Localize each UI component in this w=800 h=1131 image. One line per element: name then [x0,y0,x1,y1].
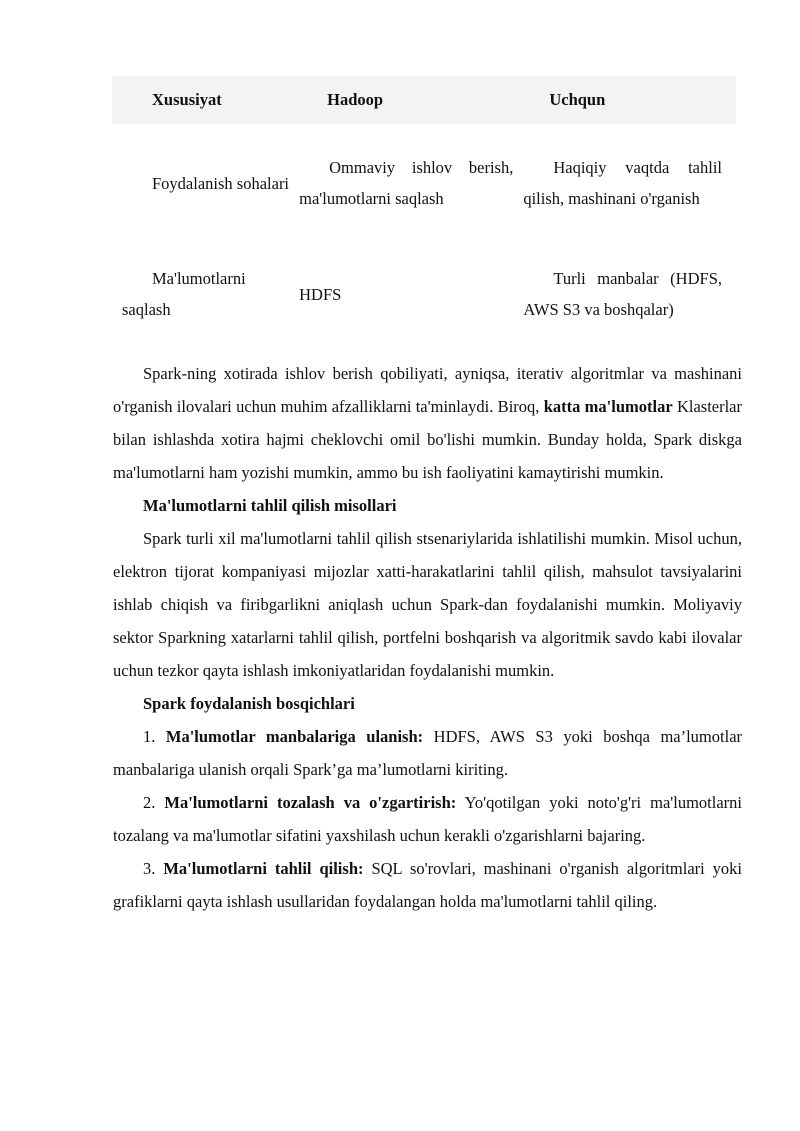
list-item [113,720,742,786]
list-number: 1. [143,727,156,746]
table-cell: Ommaviy ishlov berish, ma'lumotlarni saqlash [299,158,514,208]
list-item [113,852,742,918]
header-label: Xususiyat [152,90,222,109]
table-cell: HDFS [299,284,342,304]
section-heading: Spark foydalanish bosqichlari [143,694,355,713]
list-number: 3. [143,859,156,878]
paragraph-text: Klasterlar bilan ishlashda xotira hajmi cheklovchi omil bo'lishi mumkin. Bunday holda, Spark diskga ma'lumotlarni ham yozishi mumkin, ammo bu ish faoliyatini kamaytirishi mumkin. [113,397,743,482]
list-number: 2. [143,793,156,812]
table-cell: Ma'lumotlarni saqlash [122,269,246,319]
comparison-table [112,76,736,346]
paragraph: Spark turli xil ma'lumotlarni tahlil qilish stsenariylarida ishlatilishi mumkin. Misol uchun, elektron tijorat kompaniyasi mijozlar xatti-harakatlarini tahlil qilish, mahsulot tavsiyalarini ishlab chiqish va firibgarlikni aniqlash uchun Spark-dan foydalanishi mumkin. Moliyaviy sektor Sparkning xatarlarni tahlil qilish, portfelni boshqarish va algoritmik savdo kabi ilovalar uchun tezkor qayta ishlash imkoniyatlaridan foydalanishi mumkin. [113,529,742,680]
header-label: Uchqun [549,90,606,109]
table-row [112,124,736,242]
list-item [113,786,742,852]
table-header-cell [112,76,289,124]
list-item-text: HDFS, AWS S3 yoki boshqa ma’lumotlar manbalariga ulanish orqali Spark’ga ma’lumotlarni kiriting. [113,727,743,779]
paragraph [113,357,742,489]
list-item-text: SQL so'rovlari, mashinani o'rganish algoritmlari yoki grafiklarni qayta ishlash usullaridan foydalangan holda ma'lumotlarni tahlil qiling. [113,859,743,911]
table-row [112,242,736,346]
table-cell: Turli manbalar (HDFS, AWS S3 va boshqalar) [523,269,722,319]
paragraph-bold-text: katta ma'lumotlar [543,397,673,416]
table-header-cell [513,76,736,124]
list-item-title: Ma'lumotlarni tahlil qilish: [163,859,364,878]
section-heading: Ma'lumotlarni tahlil qilish misollari [143,496,397,515]
list-item-text: Yo'qotilgan yoki noto'g'ri ma'lumotlarni tozalang va ma'lumotlar sifatini yaxshilash uchun kerakli o'zgarishlarni bajaring. [113,793,742,845]
document-body [113,357,742,918]
table-cell: Foydalanish sohalari [152,173,290,193]
header-label: Hadoop [327,90,384,109]
paragraph-text: Spark-ning xotirada ishlov berish qobiliyati, ayniqsa, iterativ algoritmlar va mashinani o'rganish ilovalari uchun muhim afzalliklarni ta'minlaydi. Biroq, [113,364,742,416]
list-item-title: Ma'lumotlar manbalariga ulanish: [165,727,424,746]
list-item-title: Ma'lumotlarni tozalash va o'zgartirish: [164,793,457,812]
table-header-row [112,76,736,124]
table-header-cell [289,76,513,124]
table-cell: Haqiqiy vaqtda tahlil qilish, mashinani o'rganish [523,158,722,208]
